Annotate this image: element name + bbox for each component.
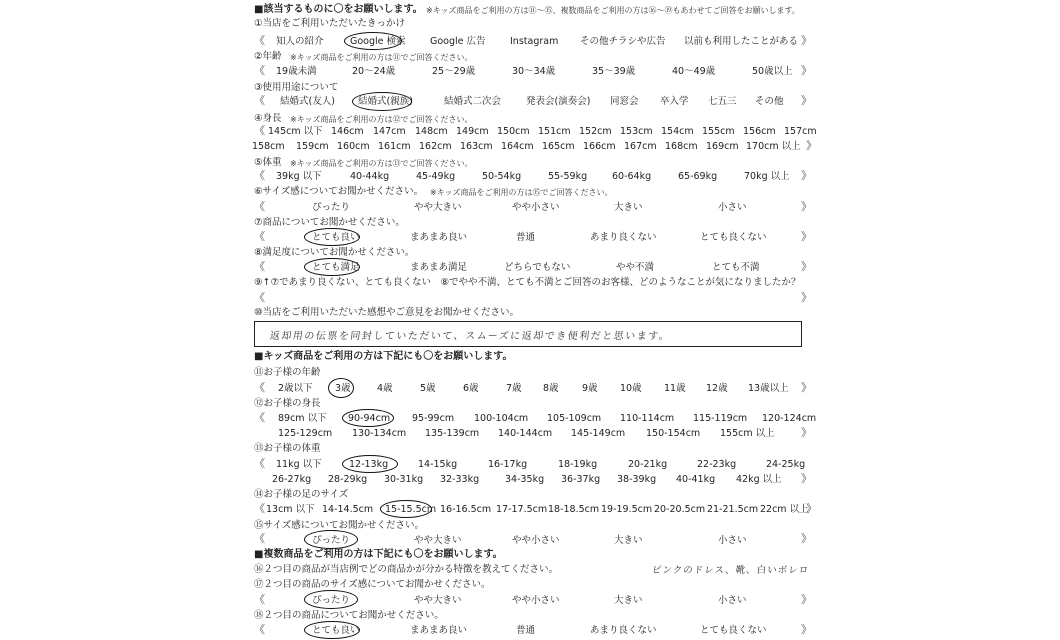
q11-label: ⑪お子様の年齢 xyxy=(254,367,321,378)
q18-option: とても良い xyxy=(312,625,360,636)
q3-option: 同窓会 xyxy=(610,96,639,107)
q14-selection-circle xyxy=(380,500,432,518)
q7-bracket-close: 》 xyxy=(801,230,812,243)
q14-option: 19-19.5cm xyxy=(601,504,653,515)
q11-option: 2歳以下 xyxy=(278,383,313,394)
q7-option: とても良くない xyxy=(700,232,767,243)
q8-label: ⑧満足度についてお聞かせください。 xyxy=(254,247,415,258)
q15-option: 大きい xyxy=(614,535,643,546)
q13-selection-circle xyxy=(342,455,398,473)
q11-bracket-open: 《 xyxy=(254,381,265,394)
q18-selection-circle xyxy=(304,621,360,639)
q4-option: 153cm xyxy=(620,126,653,137)
section-heading-main-note: ※キッズ商品をご利用の方は⑪〜⑮、複数商品をご利用の方は⑯〜⑲もあわせてご回答をお願いします。 xyxy=(426,6,800,15)
q12-label: ⑫お子様の身長 xyxy=(254,398,321,409)
q13-option: 20-21kg xyxy=(628,459,668,470)
q15-bracket-close: 》 xyxy=(801,532,812,545)
q11-option: 11歳 xyxy=(664,383,686,394)
q17-selection-circle xyxy=(304,590,358,609)
q13-option: 12-13kg xyxy=(349,459,389,470)
q8-bracket-close: 》 xyxy=(801,260,812,273)
q3-option: 結婚式(親族) xyxy=(358,96,413,107)
q4-option: 150cm xyxy=(497,126,530,137)
q7-bracket-open: 《 xyxy=(254,230,265,243)
q14-option: 13cm 以下 xyxy=(266,504,315,515)
q4-option: 148cm xyxy=(415,126,448,137)
q12-option: 115-119cm xyxy=(693,413,748,424)
q12-option: 135-139cm xyxy=(425,428,480,439)
q6-option: 小さい xyxy=(718,202,747,213)
q14-option: 18-18.5cm xyxy=(548,504,600,515)
q1-option: 以前も利用したことがある xyxy=(684,36,799,47)
q8-option: どちらでもない xyxy=(504,262,571,273)
q14-option: 15-15.5cm xyxy=(385,504,437,515)
q7-selection-circle xyxy=(304,228,360,246)
q4-label: ④身長 xyxy=(254,113,282,124)
q4-option: 167cm xyxy=(624,141,657,152)
q5-option: 45-49kg xyxy=(416,171,456,182)
q12-option: 150-154cm xyxy=(646,428,701,439)
q3-option: 発表会(演奏会) xyxy=(526,96,591,107)
q5-option: 39kg 以下 xyxy=(276,171,322,182)
q14-option: 14-14.5cm xyxy=(322,504,374,515)
q6-label: ⑥サイズ感についてお聞かせください。 xyxy=(254,186,424,197)
q18-option: まあまあ良い xyxy=(410,625,468,636)
q2-label: ②年齢 xyxy=(254,51,282,62)
q9-bracket-close: 》 xyxy=(801,291,812,304)
q3-bracket-open: 《 xyxy=(254,94,265,107)
q11-bracket-close: 》 xyxy=(801,381,812,394)
q11-option: 5歳 xyxy=(420,383,436,394)
q17-option: 大きい xyxy=(614,595,643,606)
q17-bracket-open: 《 xyxy=(254,593,265,606)
q4-option: 157cm xyxy=(784,126,817,137)
q14-bracket-close: 》 xyxy=(806,502,817,515)
q11-option: 6歳 xyxy=(463,383,479,394)
q6-option: ぴったり xyxy=(312,202,351,213)
q12-option: 89cm 以下 xyxy=(278,413,327,424)
q13-option: 22-23kg xyxy=(697,459,737,470)
q6-option: やや大きい xyxy=(414,202,462,213)
q3-selection-circle xyxy=(352,92,412,111)
q12-option: 90-94cm xyxy=(348,413,391,424)
q11-option: 8歳 xyxy=(543,383,559,394)
q12-option: 145-149cm xyxy=(571,428,626,439)
q14-option: 22cm 以上 xyxy=(760,504,809,515)
q18-bracket-close: 》 xyxy=(801,623,812,636)
q14-option: 17-17.5cm xyxy=(496,504,548,515)
q11-option: 10歳 xyxy=(620,383,642,394)
q15-option: 小さい xyxy=(718,535,747,546)
q3-option: その他 xyxy=(755,96,784,107)
q15-option: やや小さい xyxy=(512,535,560,546)
q17-option: 小さい xyxy=(718,595,747,606)
q4-option: 168cm xyxy=(665,141,698,152)
q13-option: 32-33kg xyxy=(440,474,480,485)
q4-option: 165cm xyxy=(542,141,575,152)
q14-option: 16-16.5cm xyxy=(440,504,492,515)
q10-label: ⑩当店をご利用いただいた感想やご意見をお聞かせください。 xyxy=(254,307,520,318)
q4-option: 149cm xyxy=(456,126,489,137)
q15-option: やや大きい xyxy=(414,535,462,546)
q4-option: 158cm xyxy=(252,141,285,152)
q1-option: その他チラシや広告 xyxy=(580,36,666,47)
q1-bracket-close: 》 xyxy=(801,34,812,47)
q4-option: 161cm xyxy=(378,141,411,152)
q8-option: とても不満 xyxy=(712,262,760,273)
q6-option: やや小さい xyxy=(512,202,560,213)
q13-option: 14-15kg xyxy=(418,459,458,470)
q14-label: ⑭お子様の足のサイズ xyxy=(254,489,349,500)
q11-option: 13歳以上 xyxy=(748,383,789,394)
q4-option: 145cm 以下 xyxy=(268,126,323,137)
q16-handwritten-answer: ピンクのドレス、靴、白いボレロ xyxy=(651,565,810,576)
q11-selection-circle xyxy=(328,378,354,398)
q13-option: 38-39kg xyxy=(617,474,657,485)
q13-option: 16-17kg xyxy=(488,459,528,470)
q10-handwritten-answer: 返却用の伝票を同封していただいて、スムーズに返却でき便利だと思います。 xyxy=(269,331,671,342)
q13-option: 34-35kg xyxy=(505,474,545,485)
q4-option: 152cm xyxy=(579,126,612,137)
q13-option: 30-31kg xyxy=(384,474,424,485)
q15-bracket-open: 《 xyxy=(254,532,265,545)
q18-option: とても良くない xyxy=(700,625,767,636)
q4-option: 147cm xyxy=(373,126,406,137)
q4-option: 156cm xyxy=(743,126,776,137)
q3-option: 結婚式(友人) xyxy=(280,96,335,107)
q5-bracket-close: 》 xyxy=(801,169,812,182)
q2-option: 20〜24歳 xyxy=(352,66,396,77)
q4-option: 155cm xyxy=(702,126,735,137)
q7-option: 普通 xyxy=(516,232,536,243)
q13-bracket-close: 》 xyxy=(801,472,812,485)
q6-bracket-close: 》 xyxy=(801,200,812,213)
q17-bracket-close: 》 xyxy=(801,593,812,606)
q12-option: 120-124cm xyxy=(762,413,817,424)
q4-option: 169cm xyxy=(706,141,739,152)
q5-label: ⑤体重 xyxy=(254,157,282,168)
q13-option: 24-25kg xyxy=(766,459,806,470)
q4-option: 146cm xyxy=(331,126,364,137)
q18-bracket-open: 《 xyxy=(254,623,265,636)
q12-option: 155cm 以上 xyxy=(720,428,775,439)
q13-option: 26-27kg xyxy=(272,474,312,485)
q5-option: 40-44kg xyxy=(350,171,390,182)
q13-option: 40-41kg xyxy=(676,474,716,485)
q13-option: 18-19kg xyxy=(558,459,598,470)
section-heading-multi: ■複数商品をご利用の方は下記にも〇をお願いします。 xyxy=(254,549,503,560)
q12-option: 110-114cm xyxy=(620,413,675,424)
q13-bracket-open: 《 xyxy=(254,457,265,470)
q9-label: ⑨↑⑦であまり良くない、とても良くない ⑧でやや不満、とても不満とご回答のお客様、どのようなことが気になりましたか？ xyxy=(254,277,801,288)
q18-option: あまり良くない xyxy=(590,625,657,636)
q18-label: ⑱２つ目の商品についてお聞かせください。 xyxy=(254,610,444,621)
q5-note: ※キッズ商品をご利用の方は⑬でご回答ください。 xyxy=(290,159,473,168)
q8-option: とても満足 xyxy=(312,262,360,273)
q8-selection-circle xyxy=(304,258,360,276)
q17-option: やや大きい xyxy=(414,595,462,606)
q1-label: ①当店をご利用いただいたきっかけ xyxy=(254,18,406,29)
q12-option: 140-144cm xyxy=(498,428,553,439)
q15-label: ⑮サイズ感についてお聞かせください。 xyxy=(254,520,425,531)
q2-option: 50歳以上 xyxy=(752,66,793,77)
q2-bracket-open: 《 xyxy=(254,64,265,77)
q2-option: 35〜39歳 xyxy=(592,66,636,77)
q2-option: 19歳未満 xyxy=(276,66,317,77)
q6-note: ※キッズ商品をご利用の方は⑮でご回答ください。 xyxy=(430,188,613,197)
q4-bracket-close: 》 xyxy=(806,139,817,152)
q2-bracket-close: 》 xyxy=(801,64,812,77)
q4-option: 162cm xyxy=(419,141,452,152)
q1-option: Google 広告 xyxy=(430,36,486,47)
q3-option: 七五三 xyxy=(708,96,737,107)
q13-label: ⑬お子様の体重 xyxy=(254,443,321,454)
q5-bracket-open: 《 xyxy=(254,169,265,182)
q1-option: Instagram xyxy=(510,36,559,47)
q17-option: やや小さい xyxy=(512,595,560,606)
q5-option: 55-59kg xyxy=(548,171,588,182)
q7-option: とても良い xyxy=(312,232,360,243)
q7-option: あまり良くない xyxy=(590,232,657,243)
q5-option: 50-54kg xyxy=(482,171,522,182)
q13-option: 42kg 以上 xyxy=(736,474,782,485)
q11-option: 12歳 xyxy=(706,383,728,394)
q4-option: 151cm xyxy=(538,126,571,137)
q12-option: 95-99cm xyxy=(412,413,455,424)
q4-option: 166cm xyxy=(583,141,616,152)
q11-option: 9歳 xyxy=(582,383,598,394)
q4-option: 159cm xyxy=(296,141,329,152)
q2-note: ※キッズ商品をご利用の方は⑪でご回答ください。 xyxy=(290,53,473,62)
q12-option: 105-109cm xyxy=(547,413,602,424)
q1-bracket-open: 《 xyxy=(254,34,265,47)
q12-bracket-open: 《 xyxy=(254,411,265,424)
q11-option: 3歳 xyxy=(335,383,351,394)
q4-bracket-open: 《 xyxy=(254,124,265,137)
q12-bracket-close: 》 xyxy=(801,426,812,439)
q2-option: 25〜29歳 xyxy=(432,66,476,77)
q4-note: ※キッズ商品をご利用の方は⑫でご回答ください。 xyxy=(290,115,473,124)
q3-bracket-close: 》 xyxy=(801,94,812,107)
q18-option: 普通 xyxy=(516,625,536,636)
q4-option: 170cm 以上 xyxy=(746,141,801,152)
q7-label: ⑦商品についてお聞かせください。 xyxy=(254,217,405,228)
q14-option: 20-20.5cm xyxy=(654,504,706,515)
q6-option: 大きい xyxy=(614,202,643,213)
q8-bracket-open: 《 xyxy=(254,260,265,273)
q15-selection-circle xyxy=(304,530,358,549)
section-heading-kids: ■キッズ商品をご利用の方は下記にも〇をお願いします。 xyxy=(254,351,513,362)
q16-label: ⑯２つ目の商品が当店例でどの商品かが分かる特徴を教えてください。 xyxy=(254,564,559,575)
q1-selection-circle xyxy=(344,32,402,50)
q17-option: ぴったり xyxy=(312,595,351,606)
q1-option: 知人の紹介 xyxy=(276,36,324,47)
q13-option: 36-37kg xyxy=(561,474,601,485)
q8-option: やや不満 xyxy=(616,262,655,273)
q1-option: Google 検索 xyxy=(350,36,406,47)
q17-label: ⑰２つ目の商品のサイズ感についてお聞かせください。 xyxy=(254,579,491,590)
q2-option: 30〜34歳 xyxy=(512,66,556,77)
q3-label: ③使用用途について xyxy=(254,82,339,93)
q3-option: 卒入学 xyxy=(660,96,689,107)
q4-option: 154cm xyxy=(661,126,694,137)
q14-option: 21-21.5cm xyxy=(707,504,759,515)
q8-option: まあまあ満足 xyxy=(410,262,468,273)
q3-option: 結婚式二次会 xyxy=(444,96,502,107)
q4-option: 164cm xyxy=(501,141,534,152)
q4-option: 163cm xyxy=(460,141,493,152)
q14-bracket-open: 《 xyxy=(254,502,265,515)
q5-option: 65-69kg xyxy=(678,171,718,182)
q7-option: まあまあ良い xyxy=(410,232,468,243)
q2-option: 40〜49歳 xyxy=(672,66,716,77)
q9-bracket-open: 《 xyxy=(254,291,265,304)
q11-option: 7歳 xyxy=(506,383,522,394)
q15-option: ぴったり xyxy=(312,535,351,546)
q6-bracket-open: 《 xyxy=(254,200,265,213)
q13-option: 28-29kg xyxy=(328,474,368,485)
q12-option: 125-129cm xyxy=(278,428,333,439)
q12-option: 100-104cm xyxy=(474,413,529,424)
q4-option: 160cm xyxy=(337,141,370,152)
q12-selection-circle xyxy=(342,409,394,427)
q13-option: 11kg 以下 xyxy=(276,459,322,470)
q5-option: 60-64kg xyxy=(612,171,652,182)
section-heading-main: ■該当するものに〇をお願いします。 xyxy=(254,4,423,15)
q5-option: 70kg 以上 xyxy=(744,171,790,182)
q11-option: 4歳 xyxy=(377,383,393,394)
q12-option: 130-134cm xyxy=(352,428,407,439)
